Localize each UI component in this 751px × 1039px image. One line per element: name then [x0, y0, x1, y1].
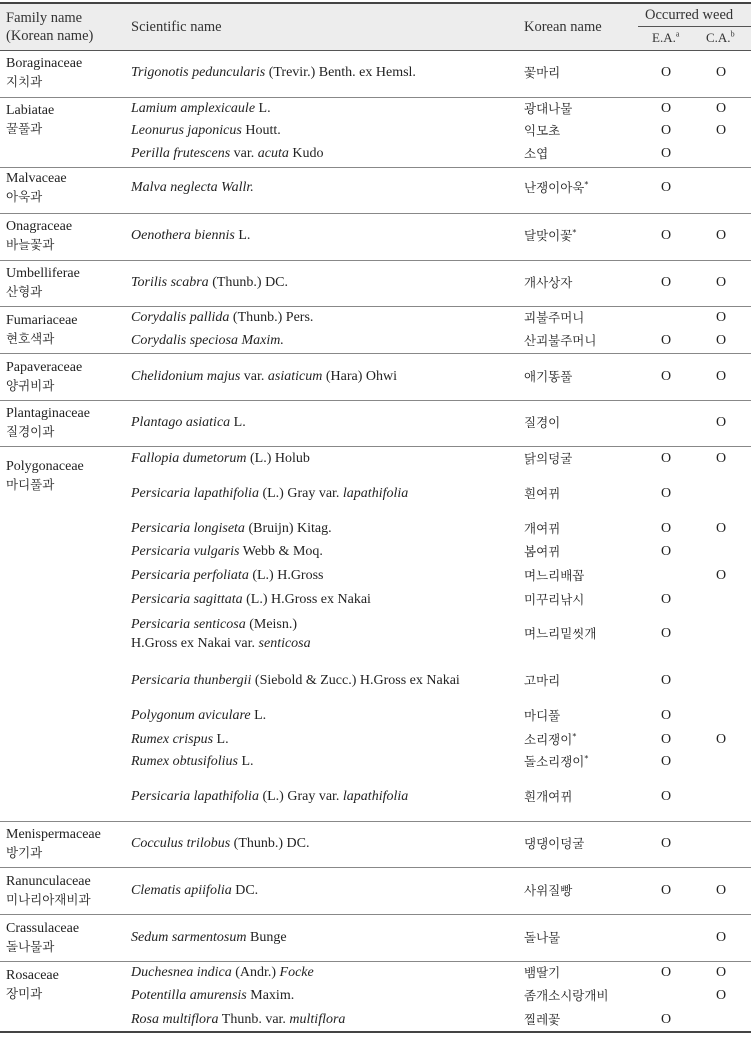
scientific-name — [131, 101, 271, 117]
family-latin-name: Ranunculaceae — [6, 874, 91, 889]
ea-occurrence-mark: O — [660, 732, 672, 747]
scientific-name — [131, 521, 332, 537]
family-korean-name: 바늘꽃과 — [6, 237, 55, 252]
scientific-name-italic: Persicaria sagittata — [131, 592, 243, 607]
scientific-name-italic: Lamium amplexicaule — [131, 101, 256, 116]
family-name-cell — [6, 360, 82, 394]
family-name-cell — [6, 874, 91, 908]
scientific-name — [131, 754, 254, 770]
korean-name: 꽃마리 — [524, 65, 561, 80]
ca-occurrence-mark: O — [715, 883, 727, 898]
header-bottom-border — [0, 50, 751, 51]
scientific-name-italic: Persicaria senticosa — [131, 617, 246, 632]
scientific-name — [131, 617, 297, 633]
ea-occurrence-mark: O — [660, 708, 672, 723]
family-name-cell — [6, 313, 78, 347]
scientific-name-authority: (L.) Gray var. — [258, 486, 343, 501]
family-latin-name: Umbelliferae — [6, 266, 80, 281]
scientific-name-italic: senticosa — [258, 636, 311, 651]
scientific-name-italic: Leonurus japonicus — [131, 123, 242, 138]
header-ca — [706, 30, 735, 46]
scientific-name-italic: Cocculus trilobus — [131, 836, 231, 851]
scientific-name-authority: (Trevir.) Benth. ex Hemsl. — [265, 65, 416, 80]
scientific-name-italic: multiflora — [289, 1012, 346, 1027]
scientific-name — [131, 789, 408, 805]
scientific-name-italic: Potentilla amurensis — [131, 988, 247, 1003]
family-korean-name: 꿀풀과 — [6, 121, 43, 136]
scientific-name-italic: Plantago asiatica — [131, 415, 231, 430]
scientific-name-authority: var. — [240, 369, 268, 384]
family-korean-name: 질경이과 — [6, 424, 55, 439]
ca-occurrence-mark: O — [715, 988, 727, 1003]
ea-occurrence-mark: O — [660, 673, 672, 688]
korean-name: 흰여뀌 — [524, 486, 561, 501]
scientific-name — [131, 930, 287, 946]
scientific-name-italic: Persicaria vulgaris — [131, 544, 240, 559]
korean-name: 고마리 — [524, 673, 561, 688]
korean-name: 마디풀 — [524, 708, 561, 723]
family-name-cell — [6, 968, 59, 1002]
scientific-name-authority: (Thunb.) DC. — [230, 836, 310, 851]
scientific-name-italic: Fallopia dumetorum — [131, 451, 247, 466]
scientific-name — [131, 333, 284, 349]
korean-name: 소엽 — [524, 146, 549, 161]
korean-name: 애기똥풀 — [524, 369, 573, 384]
scientific-name-italic: Rumex obtusifolius — [131, 754, 238, 769]
header-ea-label: E.A. — [652, 30, 676, 45]
korean-name: 개여뀌 — [524, 521, 561, 536]
korean-name: 흰개여뀌 — [524, 789, 573, 804]
ca-occurrence-mark: O — [715, 451, 727, 466]
family-korean-name: 마디풀과 — [6, 477, 55, 492]
family-latin-name: Crassulaceae — [6, 921, 80, 936]
scientific-name — [131, 180, 254, 196]
scientific-name — [131, 708, 266, 724]
scientific-name-italic: Persicaria perfoliata — [131, 568, 249, 583]
scientific-name — [131, 369, 397, 385]
scientific-name-authority: L. — [230, 415, 246, 430]
ea-occurrence-mark: O — [660, 789, 672, 804]
family-group-divider — [0, 914, 751, 915]
korean-name: 괴불주머니 — [524, 310, 585, 325]
korean-name: 뱀딸기 — [524, 965, 561, 980]
scientific-name-italic: Duchesnea indica — [131, 965, 232, 980]
scientific-name-authority: (Andr.) — [231, 965, 280, 980]
family-latin-name: Malvaceae — [6, 171, 67, 186]
family-name-cell — [6, 827, 101, 861]
ca-occurrence-mark: O — [715, 415, 727, 430]
scientific-name-authority: L. — [255, 101, 271, 116]
header-ca-label: C.A. — [706, 30, 731, 45]
scientific-name-authority: (Thunb.) DC. — [208, 275, 289, 290]
korean-name: 산괴불주머니 — [524, 333, 597, 348]
scientific-name-authority: (Meisn.) — [245, 617, 298, 632]
naturalized-marker: * — [572, 731, 577, 741]
korean-name: 개사상자 — [524, 275, 573, 290]
scientific-name-line2 — [131, 636, 311, 652]
scientific-name-italic: Trigonotis peduncularis — [131, 65, 266, 80]
scientific-name — [131, 486, 408, 502]
scientific-name — [131, 123, 281, 139]
scientific-name-italic: Rosa multiflora — [131, 1012, 219, 1027]
ca-occurrence-mark: O — [715, 310, 727, 325]
scientific-name — [131, 883, 258, 899]
scientific-name-authority: (L.) Gray var. — [258, 789, 343, 804]
ea-occurrence-mark: O — [660, 883, 672, 898]
scientific-name-italic: Malva neglecta Wallr. — [131, 180, 254, 195]
ea-occurrence-mark: O — [660, 451, 672, 466]
scientific-name-italic: Corydalis speciosa Maxim. — [131, 333, 284, 348]
korean-name: 댕댕이덩굴 — [524, 836, 585, 851]
family-group-divider — [0, 821, 751, 822]
ea-occurrence-mark: O — [660, 965, 672, 980]
scientific-name-authority: L. — [237, 754, 254, 769]
korean-name: 며느리배꼽 — [524, 568, 585, 583]
scientific-name-italic: Persicaria lapathifolia — [131, 486, 259, 501]
scientific-name-italic: lapathifolia — [342, 789, 409, 804]
scientific-name — [131, 673, 460, 689]
scientific-name-italic: Focke — [279, 965, 314, 980]
family-korean-name: 산형과 — [6, 284, 43, 299]
scientific-name — [131, 592, 371, 608]
scientific-name-authority: (Thunb.) Pers. — [229, 310, 314, 325]
naturalized-marker: * — [584, 179, 589, 189]
family-name-cell — [6, 266, 80, 300]
family-name-cell — [6, 56, 82, 90]
ea-occurrence-mark: O — [660, 521, 672, 536]
korean-name: 닭의덩굴 — [524, 451, 573, 466]
family-latin-name: Onagraceae — [6, 219, 73, 234]
scientific-name — [131, 544, 323, 560]
scientific-name — [131, 451, 310, 467]
scientific-name-italic: Persicaria thunbergii — [131, 673, 252, 688]
ea-occurrence-mark: O — [660, 65, 672, 80]
family-korean-name: 아욱과 — [6, 189, 43, 204]
korean-name: 돌나물 — [524, 930, 561, 945]
scientific-name — [131, 732, 229, 748]
ca-occurrence-mark: O — [715, 123, 727, 138]
family-korean-name: 돌나물과 — [6, 939, 55, 954]
scientific-name — [131, 275, 288, 291]
top-border — [0, 2, 751, 4]
header-ea-footnote: a — [675, 29, 680, 39]
scientific-name-authority: Maxim. — [246, 988, 295, 1003]
scientific-name-italic: Persicaria lapathifolia — [131, 789, 259, 804]
header-family-line2: (Korean name) — [6, 28, 94, 44]
family-name-cell — [6, 171, 67, 205]
family-group-divider — [0, 167, 751, 168]
scientific-name-authority: (Hara) Ohwi — [322, 369, 397, 384]
scientific-name-italic: acuta — [257, 146, 289, 161]
scientific-name-authority: L. — [234, 228, 251, 243]
family-group-divider — [0, 961, 751, 962]
scientific-name-authority: (Bruijn) Kitag. — [244, 521, 332, 536]
korean-name-text: 돌소리쟁이 — [524, 754, 585, 769]
scientific-name — [131, 836, 310, 852]
scientific-name-authority: Webb & Moq. — [239, 544, 323, 559]
scientific-name-authority: H.Gross ex Nakai var. — [131, 636, 259, 651]
ca-occurrence-mark: O — [715, 228, 727, 243]
korean-name: 광대나물 — [524, 101, 573, 116]
scientific-name-authority: Bunge — [246, 930, 287, 945]
family-latin-name: Rosaceae — [6, 968, 59, 983]
family-name-cell — [6, 219, 72, 253]
family-latin-name: Boraginaceae — [6, 56, 83, 71]
family-group-divider — [0, 867, 751, 868]
scientific-name-italic: Perilla frutescens — [131, 146, 231, 161]
family-korean-name: 지치과 — [6, 74, 43, 89]
ea-occurrence-mark: O — [660, 544, 672, 559]
scientific-name-authority: (Siebold & Zucc.) H.Gross ex Nakai — [251, 673, 460, 688]
family-latin-name: Polygonaceae — [6, 459, 84, 474]
scientific-name-authority: (L.) H.Gross — [248, 568, 324, 583]
scientific-name-italic: Chelidonium majus — [131, 369, 241, 384]
ea-occurrence-mark: O — [660, 1012, 672, 1027]
scientific-name-authority: L. — [213, 732, 229, 747]
ea-occurrence-mark: O — [660, 275, 672, 290]
ca-occurrence-mark: O — [715, 930, 727, 945]
family-group-divider — [0, 97, 751, 98]
ea-occurrence-mark: O — [660, 754, 672, 769]
scientific-name-authority: Thunb. var. — [218, 1012, 290, 1027]
scientific-name — [131, 568, 323, 584]
scientific-name-italic: Oenothera biennis — [131, 228, 235, 243]
korean-name: 질경이 — [524, 415, 561, 430]
family-latin-name: Papaveraceae — [6, 360, 83, 375]
family-name-cell — [6, 103, 54, 137]
scientific-name-italic: asiaticum — [267, 369, 323, 384]
ea-occurrence-mark: O — [660, 369, 672, 384]
family-group-divider — [0, 260, 751, 261]
scientific-name — [131, 228, 250, 244]
family-korean-name: 현호색과 — [6, 331, 55, 346]
header-korean-name: Korean name — [524, 19, 602, 35]
scientific-name-authority: (L.) Holub — [246, 451, 310, 466]
ea-occurrence-mark: O — [660, 592, 672, 607]
family-group-divider — [0, 400, 751, 401]
ea-occurrence-mark: O — [660, 626, 672, 641]
korean-name: 며느리밑씻개 — [524, 626, 597, 641]
scientific-name-italic: Persicaria longiseta — [131, 521, 245, 536]
ea-occurrence-mark: O — [660, 146, 672, 161]
scientific-name — [131, 988, 294, 1004]
family-group-divider — [0, 213, 751, 214]
scientific-name-authority: L. — [250, 708, 267, 723]
ea-occurrence-mark: O — [660, 836, 672, 851]
scientific-name-authority: Houtt. — [241, 123, 281, 138]
korean-name: 찔레꽃 — [524, 1012, 561, 1027]
family-korean-name: 미나리아재비과 — [6, 892, 91, 907]
korean-name — [524, 180, 588, 196]
korean-name — [524, 228, 576, 244]
scientific-name — [131, 965, 314, 981]
family-group-divider — [0, 1031, 751, 1033]
ca-occurrence-mark: O — [715, 965, 727, 980]
scientific-name — [131, 65, 416, 81]
occurred-weed-underline — [638, 26, 751, 27]
family-group-divider — [0, 446, 751, 447]
family-korean-name: 방기과 — [6, 845, 43, 860]
scientific-name-authority: Kudo — [288, 146, 324, 161]
family-latin-name: Plantaginaceae — [6, 406, 90, 421]
family-group-divider — [0, 306, 751, 307]
family-korean-name: 장미과 — [6, 986, 43, 1001]
family-group-divider — [0, 353, 751, 354]
header-occurred-weed: Occurred weed — [645, 7, 734, 23]
scientific-name-authority: DC. — [231, 883, 259, 898]
scientific-name-italic: Sedum sarmentosum — [131, 930, 247, 945]
ca-occurrence-mark: O — [715, 101, 727, 116]
scientific-name-italic: lapathifolia — [342, 486, 409, 501]
family-name-cell — [6, 921, 79, 955]
scientific-name — [131, 415, 246, 431]
family-korean-name: 양귀비과 — [6, 378, 55, 393]
scientific-name-authority: (L.) H.Gross ex Nakai — [242, 592, 371, 607]
korean-name-text: 소리쟁이 — [524, 732, 573, 747]
korean-name: 사위질빵 — [524, 883, 573, 898]
korean-name-text: 난쟁이아욱 — [524, 180, 585, 195]
korean-name — [524, 732, 576, 748]
scientific-name-italic: Rumex crispus — [131, 732, 214, 747]
ea-occurrence-mark: O — [660, 228, 672, 243]
ea-occurrence-mark: O — [660, 486, 672, 501]
korean-name — [524, 754, 588, 770]
scientific-name — [131, 1012, 345, 1028]
family-latin-name: Fumariaceae — [6, 313, 78, 328]
family-latin-name: Menispermaceae — [6, 827, 101, 842]
korean-name: 봄여뀌 — [524, 544, 561, 559]
korean-name: 미꾸리낚시 — [524, 592, 585, 607]
header-ea — [652, 30, 679, 46]
korean-name-text: 달맞이꽃 — [524, 228, 573, 243]
ea-occurrence-mark: O — [660, 101, 672, 116]
ca-occurrence-mark: O — [715, 333, 727, 348]
ca-occurrence-mark: O — [715, 275, 727, 290]
naturalized-marker: * — [572, 227, 577, 237]
scientific-name — [131, 310, 313, 326]
scientific-name-italic: Polygonum aviculare — [131, 708, 251, 723]
header-scientific-name: Scientific name — [131, 19, 222, 35]
naturalized-marker: * — [584, 753, 589, 763]
scientific-name — [131, 146, 324, 162]
scientific-name-italic: Torilis scabra — [131, 275, 209, 290]
korean-name: 좀개소시랑개비 — [524, 988, 609, 1003]
scientific-name-italic: Clematis apiifolia — [131, 883, 232, 898]
family-latin-name: Labiatae — [6, 103, 55, 118]
korean-name: 익모초 — [524, 123, 561, 138]
ca-occurrence-mark: O — [715, 369, 727, 384]
header-family-line1: Family name — [6, 10, 83, 26]
ea-occurrence-mark: O — [660, 123, 672, 138]
family-name-cell — [6, 406, 90, 440]
scientific-name-italic: Corydalis pallida — [131, 310, 230, 325]
family-name-cell — [6, 459, 84, 493]
ea-occurrence-mark: O — [660, 180, 672, 195]
ca-occurrence-mark: O — [715, 568, 727, 583]
header-ca-footnote: b — [730, 29, 735, 39]
ea-occurrence-mark: O — [660, 333, 672, 348]
ca-occurrence-mark: O — [715, 65, 727, 80]
ca-occurrence-mark: O — [715, 732, 727, 747]
ca-occurrence-mark: O — [715, 521, 727, 536]
scientific-name-authority: var. — [230, 146, 258, 161]
